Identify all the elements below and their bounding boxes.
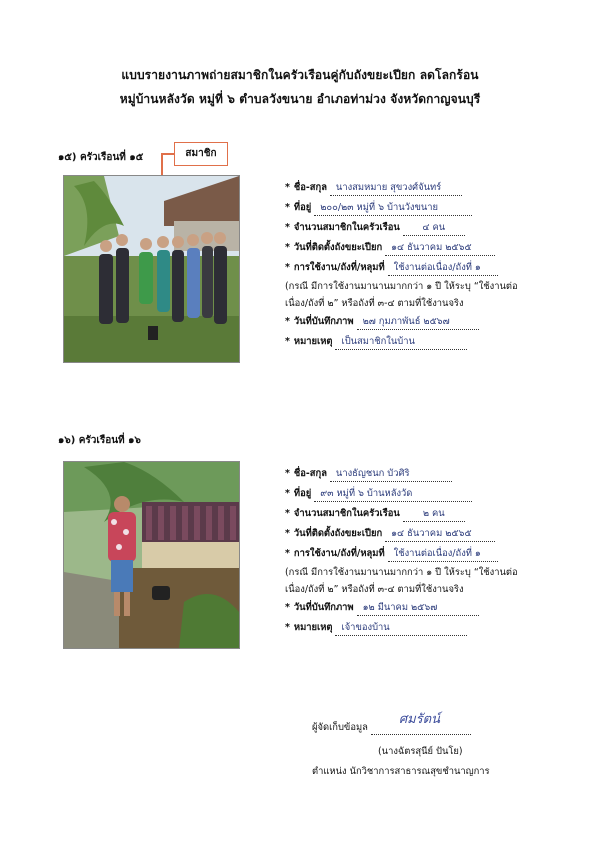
address-row: * ที่อยู่ ๙๓ หมู่ที่ ๖ บ้านหลังวัด bbox=[285, 484, 585, 504]
resident-photo-illustration bbox=[64, 462, 239, 648]
photo-date-label: วันที่บันทึกภาพ bbox=[293, 316, 354, 327]
members-label: จำนวนสมาชิกในครัวเรือน bbox=[293, 508, 400, 519]
household-15-details bbox=[285, 178, 585, 352]
remark-label: หมายเหตุ bbox=[293, 336, 333, 347]
remark-row: * หมายเหตุ เป็นสมาชิกในบ้าน bbox=[285, 332, 585, 352]
remark-value: เจ้าของบ้าน bbox=[335, 621, 467, 636]
collector-label: ผู้จัดเก็บข้อมูล bbox=[312, 722, 368, 733]
install-date-label: วันที่ติดตั้งถังขยะเปียก bbox=[293, 528, 383, 539]
handwritten-signature: ศมรัตน์ bbox=[398, 712, 440, 727]
members-row: * จำนวนสมาชิกในครัวเรือน ๒ คน bbox=[285, 504, 585, 524]
members-value: ๒ คน bbox=[403, 507, 465, 522]
address-value: ๒๐๐/๒๓ หมู่ที่ ๖ บ้านวังขนาย bbox=[314, 201, 472, 216]
photo-date-row: * วันที่บันทึกภาพ ๑๒ มีนาคม ๒๕๖๗ bbox=[285, 598, 585, 618]
usage-label: การใช้งาน/ถังที่/หลุมที่ bbox=[293, 262, 385, 273]
install-date-value: ๑๔ ธันวาคม ๒๕๖๕ bbox=[385, 241, 495, 256]
members-value: ๔ คน bbox=[403, 221, 465, 236]
usage-note: (กรณี มีการใช้งานมานานมากกว่า ๑ ปี ให้ระบุ “ใช้งานต่อเนื่อง/ถังที่ ๒” หรือถังที่ ๓-๔ ตามที่ใช้งานจริง bbox=[285, 281, 518, 309]
remark-label: หมายเหตุ bbox=[293, 622, 333, 633]
photo-date-value: ๒๗ กุมภาพันธ์ ๒๕๖๗ bbox=[357, 315, 479, 330]
name-value: นางสมหมาย สุขวงศ์จันทร์ bbox=[330, 181, 462, 196]
name-row: * ชื่อ-สกุล นางสมหมาย สุขวงศ์จันทร์ bbox=[285, 178, 585, 198]
members-row: * จำนวนสมาชิกในครัวเรือน ๔ คน bbox=[285, 218, 585, 238]
household-16-details bbox=[285, 464, 585, 638]
usage-value: ใช้งานต่อเนื่อง/ถังที่ ๑ bbox=[388, 547, 498, 562]
photo-date-row: * วันที่บันทึกภาพ ๒๗ กุมภาพันธ์ ๒๕๖๗ bbox=[285, 312, 585, 332]
usage-value: ใช้งานต่อเนื่อง/ถังที่ ๑ bbox=[388, 261, 498, 276]
household-15-photo bbox=[63, 175, 240, 363]
name-label: ชื่อ-สกุล bbox=[293, 182, 327, 193]
address-value: ๙๓ หมู่ที่ ๖ บ้านหลังวัด bbox=[314, 487, 472, 502]
group-photo-illustration bbox=[64, 176, 239, 362]
install-date-value: ๑๔ ธันวาคม ๒๕๖๕ bbox=[385, 527, 495, 542]
usage-row: * การใช้งาน/ถังที่/หลุมที่ ใช้งานต่อเนื่อง/ถังที่ ๑ bbox=[285, 544, 585, 564]
name-label: ชื่อ-สกุล bbox=[293, 468, 327, 479]
household-16-heading: ๑๖) ครัวเรือนที่ ๑๖ bbox=[58, 435, 141, 446]
member-tag: สมาชิก bbox=[174, 142, 228, 166]
household-15-heading: ๑๕) ครัวเรือนที่ ๑๕ bbox=[58, 152, 144, 163]
members-label: จำนวนสมาชิกในครัวเรือน bbox=[293, 222, 400, 233]
install-date-label: วันที่ติดตั้งถังขยะเปียก bbox=[293, 242, 383, 253]
address-label: ที่อยู่ bbox=[293, 202, 312, 213]
collector-row bbox=[312, 712, 471, 735]
install-date-row: * วันที่ติดตั้งถังขยะเปียก ๑๔ ธันวาคม ๒๕๖๕ bbox=[285, 238, 585, 258]
report-title-line-1: แบบรายงานภาพถ่ายสมาชิกในครัวเรือนคู่กับถังขยะเปียก ลดโลกร้อน bbox=[121, 68, 479, 82]
address-label: ที่อยู่ bbox=[293, 488, 312, 499]
usage-label: การใช้งาน/ถังที่/หลุมที่ bbox=[293, 548, 385, 559]
usage-note: (กรณี มีการใช้งานมานานมากกว่า ๑ ปี ให้ระบุ “ใช้งานต่อเนื่อง/ถังที่ ๒” หรือถังที่ ๓-๔ ตามที่ใช้งานจริง bbox=[285, 567, 518, 595]
collector-position: ตำแหน่ง นักวิชาการสาธารณสุขชำนาญการ bbox=[312, 766, 490, 777]
usage-row: * การใช้งาน/ถังที่/หลุมที่ ใช้งานต่อเนื่อง/ถังที่ ๑ bbox=[285, 258, 585, 278]
remark-value: เป็นสมาชิกในบ้าน bbox=[335, 335, 467, 350]
name-value: นางธัญชนก บัวศิริ bbox=[330, 467, 452, 482]
tag-leader-horizontal bbox=[162, 153, 174, 155]
address-row: * ที่อยู่ ๒๐๐/๒๓ หมู่ที่ ๖ บ้านวังขนาย bbox=[285, 198, 585, 218]
install-date-row: * วันที่ติดตั้งถังขยะเปียก ๑๔ ธันวาคม ๒๕๖๕ bbox=[285, 524, 585, 544]
household-16-photo bbox=[63, 461, 240, 649]
photo-date-label: วันที่บันทึกภาพ bbox=[293, 602, 354, 613]
name-row: * ชื่อ-สกุล นางธัญชนก บัวศิริ bbox=[285, 464, 585, 484]
collector-name: (นางฉัตรสุนีย์ ปันโย) bbox=[378, 746, 463, 757]
report-title-line-2: หมู่บ้านหลังวัด หมู่ที่ ๖ ตำบลวังขนาย อำเภอท่าม่วง จังหวัดกาญจนบุรี bbox=[119, 92, 481, 106]
remark-row: * หมายเหตุ เจ้าของบ้าน bbox=[285, 618, 585, 638]
signature-line bbox=[371, 712, 471, 735]
photo-date-value: ๑๒ มีนาคม ๒๕๖๗ bbox=[357, 601, 479, 616]
